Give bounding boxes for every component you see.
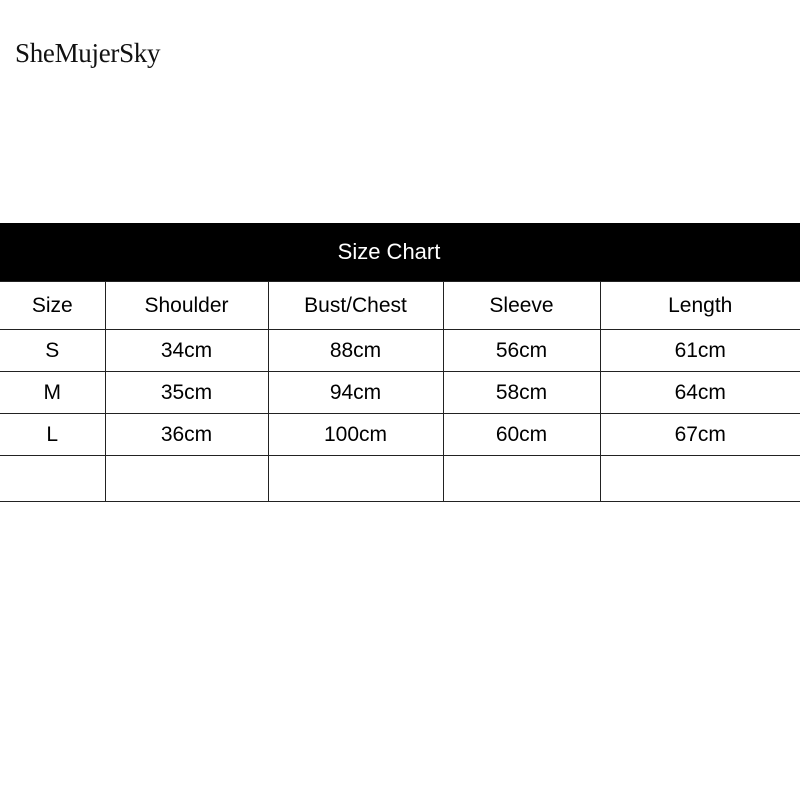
sleeve-cell: 58cm: [443, 372, 600, 414]
table-row: [0, 414, 800, 456]
shoulder-cell: 36cm: [105, 414, 268, 456]
column-header-length: Length: [600, 282, 800, 330]
column-header-bust: Bust/Chest: [268, 282, 443, 330]
size-cell: S: [0, 330, 105, 372]
length-cell: 64cm: [600, 372, 800, 414]
table-row: [0, 372, 800, 414]
sleeve-cell: 56cm: [443, 330, 600, 372]
bust-cell: 88cm: [268, 330, 443, 372]
column-header-sleeve: Sleeve: [443, 282, 600, 330]
empty-table-row: [0, 456, 800, 502]
size-chart-header: [0, 223, 800, 281]
size-table: [0, 281, 800, 502]
table-row: [0, 330, 800, 372]
empty-cell: [268, 456, 443, 502]
brand-name: SheMujerSky: [15, 38, 161, 68]
size-chart-title: Size Chart: [337, 239, 441, 264]
bust-cell: 94cm: [268, 372, 443, 414]
empty-cell: [443, 456, 600, 502]
shoulder-cell: 35cm: [105, 372, 268, 414]
empty-cell: [600, 456, 800, 502]
length-cell: 67cm: [600, 414, 800, 456]
column-header-size: Size: [0, 282, 105, 330]
size-cell: M: [0, 372, 105, 414]
empty-cell: [0, 456, 105, 502]
length-cell: 61cm: [600, 330, 800, 372]
table-header-row: [0, 282, 800, 330]
empty-cell: [105, 456, 268, 502]
column-header-shoulder: Shoulder: [105, 282, 268, 330]
bust-cell: 100cm: [268, 414, 443, 456]
shoulder-cell: 34cm: [105, 330, 268, 372]
size-cell: L: [0, 414, 105, 456]
sleeve-cell: 60cm: [443, 414, 600, 456]
